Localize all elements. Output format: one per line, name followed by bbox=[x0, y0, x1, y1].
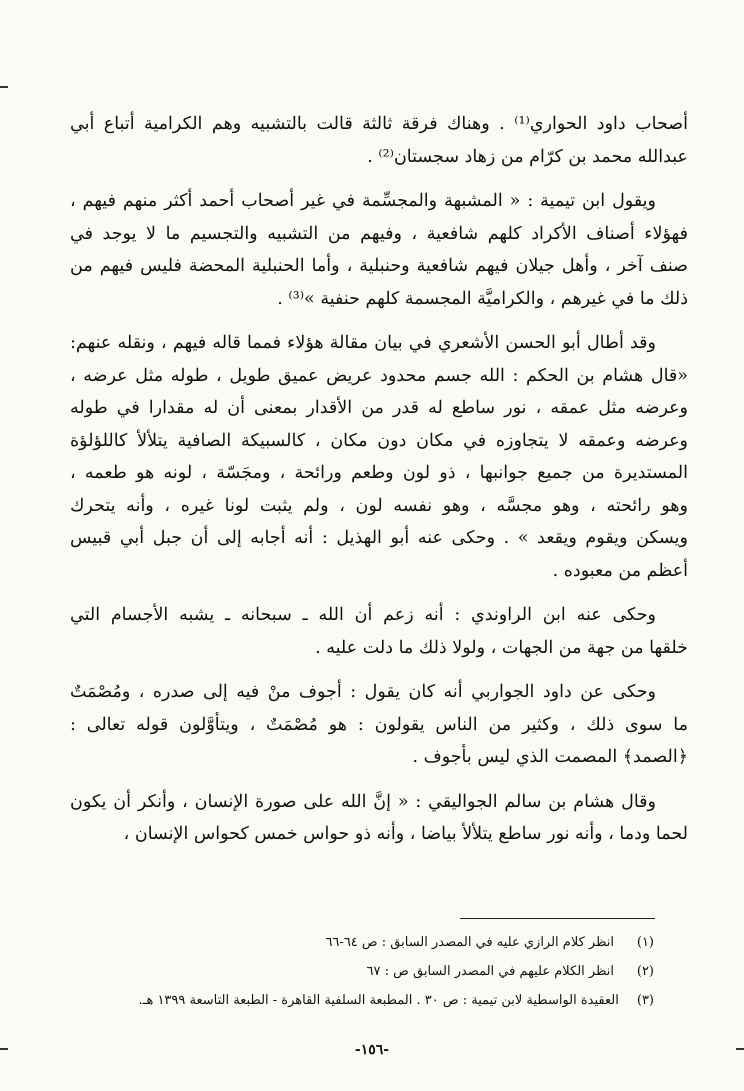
text-line: ويقول ابن تيمية : « المشبهة والمجسِّمة في غير أصحاب أحمد أكثر منهم فيهم ، bbox=[70, 191, 656, 211]
paragraph bbox=[70, 786, 688, 851]
text-line: وقال هشام بن سالم الجواليقي : « إنَّ الله على صورة الإنسان ، وأنكر أن يكون bbox=[70, 791, 656, 812]
footnote-number: (٢) bbox=[636, 964, 654, 979]
footnote-number: (٣) bbox=[636, 993, 654, 1008]
paragraph bbox=[70, 599, 688, 664]
text-line: خلقها من جهة من الجهات ، ولولا ذلك ما دلت عليه . bbox=[315, 637, 688, 658]
text-line: وحكى عنه ابن الراوندي : أنه زعم أن الله ـ سبحانه ـ يشبه الأجسام التي bbox=[70, 605, 656, 625]
text-line: ذلك ما في غيرهم ، والكراميَّة المجسمة كلهم حنفية »⁽³⁾ . bbox=[277, 288, 688, 309]
footnote-text: انظر كلام الرازي عليه في المصدر السابق : ص ٦٤-٦٦ bbox=[325, 935, 614, 950]
footnote bbox=[150, 957, 654, 986]
footnote-text: العقيدة الواسطية لابن تيمية : ص ٣٠ . المطبعة السلفية القاهرة - الطبعة التاسعة ١٣٩٩ هـ. bbox=[138, 993, 619, 1008]
text-line: المستديرة من جميع جوانبها ، ذو لون وطعم ورائحة ، ومجَسّة ، لونه هو طعمه ، bbox=[70, 463, 688, 483]
text-line: فهؤلاء أصناف الأكراد كلهم شافعية ، وفيهم من التشبيه والتجسيم ما لا يوجد في bbox=[70, 223, 688, 244]
text-line: ما سوى ذلك ، وكثير من الناس يقولون : هو مُصْمَتٌ ، ويتأوَّلون قوله تعالى : bbox=[70, 714, 688, 735]
page-number: -١٥٦- bbox=[354, 1042, 390, 1058]
paragraph bbox=[70, 185, 688, 315]
text-line: أعظم من معبوده . bbox=[552, 560, 688, 581]
paragraph bbox=[70, 108, 688, 173]
text-line: وعرضه مثل عمقه ، نور ساطع له قدر من الأقدار بمعنى أن له مقدارا في طوله bbox=[70, 398, 688, 418]
text-line: وهو رائحته ، وهو مجسَّه ، وهو نفسه لون ، ولم يثبت لونا غيره ، وأنه يتحرك bbox=[70, 495, 688, 516]
footnote bbox=[138, 986, 654, 1015]
text-line: وقد أطال أبو الحسن الأشعري في بيان مقالة هؤلاء فمما قاله فيهم ، ونقله عنهم: bbox=[70, 333, 656, 353]
paragraph bbox=[70, 676, 688, 774]
footnotes bbox=[138, 928, 654, 1015]
text-line: ويسكن ويقوم ويقعد » . وحكى عنه أبو الهذيل : أنه أجابه إلى أن جبل أبي قبيس bbox=[70, 528, 688, 548]
footnote-text: انظر الكلام عليهم في المصدر السابق ص : ٦٧ bbox=[366, 964, 614, 979]
text-line: ﴿الصمد﴾ المصمت الذي ليس بأجوف . bbox=[412, 747, 688, 767]
footnote-divider bbox=[460, 918, 655, 919]
text-line: لحما ودما ، وأنه نور ساطع يتلألأ بياضا ، وأنه ذو حواس خمس كحواس الإنسان ، bbox=[123, 824, 688, 844]
footnote bbox=[150, 928, 654, 957]
footnote-number: (١) bbox=[636, 935, 654, 950]
text-line: أصحاب داود الحواري⁽¹⁾ . وهناك فرقة ثالثة قالت بالتشبيه وهم الكرامية أتباع أبي bbox=[70, 114, 688, 134]
text-line: «قال هشام بن الحكم : الله جسم محدود عريض عميق طويل ، طوله مثل عرضه ، bbox=[70, 365, 688, 386]
main-text bbox=[70, 108, 688, 863]
text-line: صنف آخر ، وأهل جيلان فيهم شافعية وحنبلية ، وأما الحنبلية المحضة فليس فيهم من bbox=[70, 256, 688, 276]
paragraph bbox=[70, 327, 688, 587]
text-line: عبدالله محمد بن كرّام من زهاد سجستان⁽²⁾ . bbox=[367, 146, 688, 167]
text-line: وحكى عن داود الجواربي أنه كان يقول : أجوف منْ فيه إلى صدره ، ومُصْمَتٌ bbox=[70, 682, 656, 702]
scan-mark bbox=[0, 86, 8, 88]
text-line: وعرضه وعمقه لا يتجاوزه في مكان دون مكان ، كالسبيكة الصافية يتلألأ كاللؤلؤة bbox=[70, 430, 688, 451]
